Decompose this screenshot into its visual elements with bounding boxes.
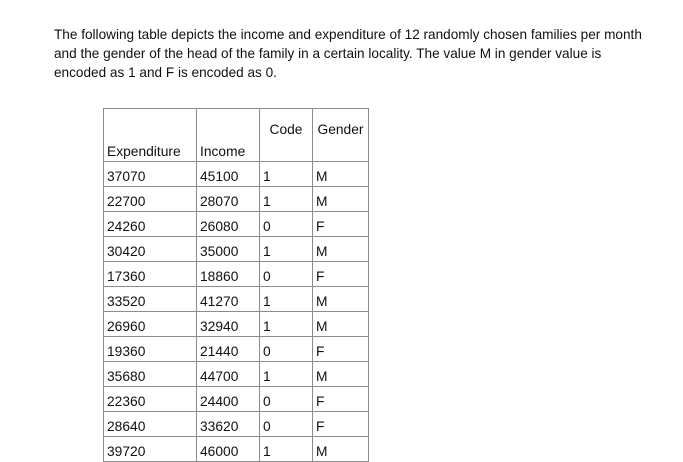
expenditure-cell: 35680: [104, 362, 197, 387]
table-row: [104, 387, 369, 412]
gender-cell: F: [313, 337, 369, 362]
gender-cell: F: [313, 262, 369, 287]
income-cell: 46000: [197, 437, 260, 462]
income-cell: 45100: [197, 162, 260, 187]
gender-cell: M: [313, 312, 369, 337]
code-cell: 0: [260, 262, 313, 287]
gender-cell: M: [313, 187, 369, 212]
table-row: [104, 237, 369, 262]
gender-cell: M: [313, 362, 369, 387]
code-cell: 1: [260, 162, 313, 187]
table-row: [104, 412, 369, 437]
gender-cell: M: [313, 162, 369, 187]
code-cell: 1: [260, 437, 313, 462]
income-cell: 26080: [197, 212, 260, 237]
header-expenditure: Expenditure: [104, 109, 197, 162]
income-cell: 44700: [197, 362, 260, 387]
code-cell: 0: [260, 412, 313, 437]
code-cell: 1: [260, 312, 313, 337]
expenditure-cell: 22360: [104, 387, 197, 412]
header-code: Code: [260, 109, 313, 162]
income-cell: 28070: [197, 187, 260, 212]
header-gender: Gender: [313, 109, 369, 162]
table-row: [104, 287, 369, 312]
gender-cell: M: [313, 437, 369, 462]
code-cell: 0: [260, 337, 313, 362]
expenditure-cell: 26960: [104, 312, 197, 337]
code-cell: 1: [260, 187, 313, 212]
gender-cell: M: [313, 237, 369, 262]
code-cell: 0: [260, 387, 313, 412]
expenditure-cell: 39720: [104, 437, 197, 462]
table-header-row: [104, 109, 369, 162]
gender-cell: F: [313, 212, 369, 237]
income-cell: 35000: [197, 237, 260, 262]
table-row: [104, 187, 369, 212]
income-cell: 33620: [197, 412, 260, 437]
code-cell: 1: [260, 237, 313, 262]
gender-cell: F: [313, 387, 369, 412]
expenditure-cell: 19360: [104, 337, 197, 362]
table-row: [104, 262, 369, 287]
header-income: Income: [197, 109, 260, 162]
expenditure-cell: 22700: [104, 187, 197, 212]
table-body: [104, 162, 369, 462]
expenditure-cell: 24260: [104, 212, 197, 237]
income-cell: 41270: [197, 287, 260, 312]
code-cell: 1: [260, 362, 313, 387]
expenditure-cell: 37070: [104, 162, 197, 187]
gender-cell: M: [313, 287, 369, 312]
expenditure-cell: 30420: [104, 237, 197, 262]
code-cell: 1: [260, 287, 313, 312]
table-row: [104, 162, 369, 187]
expenditure-cell: 17360: [104, 262, 197, 287]
table-row: [104, 337, 369, 362]
gender-cell: F: [313, 412, 369, 437]
income-cell: 21440: [197, 337, 260, 362]
table-row: [104, 362, 369, 387]
intro-paragraph: The following table depicts the income and expenditure of 12 randomly chosen families per month and the gender of the head of the family in a certain locality. The value M in gender value is encoded as 1 and F is encoded as 0.: [54, 27, 642, 80]
income-cell: 32940: [197, 312, 260, 337]
table-row: [104, 312, 369, 337]
income-cell: 18860: [197, 262, 260, 287]
expenditure-cell: 28640: [104, 412, 197, 437]
income-cell: 24400: [197, 387, 260, 412]
expenditure-cell: 33520: [104, 287, 197, 312]
table-row: [104, 437, 369, 462]
code-cell: 0: [260, 212, 313, 237]
table-row: [104, 212, 369, 237]
family-data-table: [103, 108, 369, 462]
